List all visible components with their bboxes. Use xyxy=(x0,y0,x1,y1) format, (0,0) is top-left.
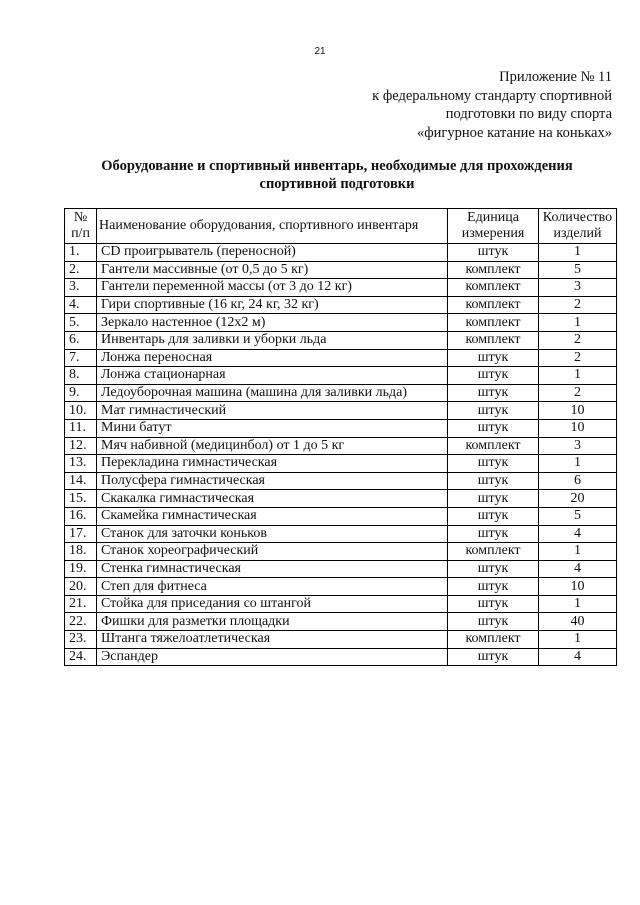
table-row xyxy=(65,349,617,367)
table-row xyxy=(65,296,617,314)
row-unit: штук xyxy=(448,367,539,385)
row-unit: штук xyxy=(448,244,539,262)
row-item-name: Стойка для приседания со штангой xyxy=(97,595,448,613)
row-unit: штук xyxy=(448,648,539,666)
table-row xyxy=(65,595,617,613)
row-item-name: CD проигрыватель (переносной) xyxy=(97,244,448,262)
row-quantity: 4 xyxy=(539,525,617,543)
row-unit: комплект xyxy=(448,261,539,279)
row-number: 7. xyxy=(65,349,97,367)
row-unit: штук xyxy=(448,613,539,631)
row-unit: штук xyxy=(448,472,539,490)
row-unit: штук xyxy=(448,349,539,367)
document-title xyxy=(40,157,634,193)
appendix-reference-line: подготовки по виду спорта xyxy=(445,106,612,122)
table-row xyxy=(65,490,617,508)
row-number: 16. xyxy=(65,507,97,525)
table-row xyxy=(65,507,617,525)
row-unit: штук xyxy=(448,578,539,596)
row-quantity: 5 xyxy=(539,261,617,279)
row-number: 14. xyxy=(65,472,97,490)
table-row xyxy=(65,525,617,543)
header-quantity xyxy=(539,209,617,244)
row-item-name: Скакалка гимнастическая xyxy=(97,490,448,508)
row-quantity: 1 xyxy=(539,543,617,561)
document-title-line: Оборудование и спортивный инвентарь, необходимые для прохождения xyxy=(101,158,573,174)
row-quantity: 1 xyxy=(539,595,617,613)
document-title-line: спортивной подготовки xyxy=(259,176,415,192)
table-row xyxy=(65,631,617,649)
row-quantity: 3 xyxy=(539,437,617,455)
row-quantity: 10 xyxy=(539,578,617,596)
header-unit-line: измерения xyxy=(461,226,525,241)
row-unit: штук xyxy=(448,402,539,420)
table-row xyxy=(65,384,617,402)
row-quantity: 2 xyxy=(539,331,617,349)
row-item-name: Зеркало настенное (12х2 м) xyxy=(97,314,448,332)
row-item-name: Перекладина гимнастическая xyxy=(97,455,448,473)
table-row xyxy=(65,367,617,385)
row-number: 10. xyxy=(65,402,97,420)
row-quantity: 10 xyxy=(539,402,617,420)
row-unit: штук xyxy=(448,560,539,578)
header-name: Наименование оборудования, спортивного инвентаря xyxy=(97,209,448,244)
row-number: 9. xyxy=(65,384,97,402)
table-row xyxy=(65,314,617,332)
row-quantity: 2 xyxy=(539,296,617,314)
row-item-name: Лонжа стационарная xyxy=(97,367,448,385)
table-row xyxy=(65,472,617,490)
row-unit: комплект xyxy=(448,314,539,332)
table-row xyxy=(65,419,617,437)
row-quantity: 2 xyxy=(539,349,617,367)
row-number: 24. xyxy=(65,648,97,666)
row-number: 4. xyxy=(65,296,97,314)
row-number: 1. xyxy=(65,244,97,262)
row-quantity: 2 xyxy=(539,384,617,402)
row-item-name: Станок для заточки коньков xyxy=(97,525,448,543)
header-quantity-line: изделий xyxy=(553,226,602,241)
row-number: 6. xyxy=(65,331,97,349)
row-quantity: 1 xyxy=(539,244,617,262)
table-row xyxy=(65,402,617,420)
row-item-name: Скамейка гимнастическая xyxy=(97,507,448,525)
row-number: 19. xyxy=(65,560,97,578)
table-row xyxy=(65,437,617,455)
header-number-line: п/п xyxy=(71,226,90,241)
row-unit: штук xyxy=(448,507,539,525)
row-number: 2. xyxy=(65,261,97,279)
row-number: 22. xyxy=(65,613,97,631)
row-unit: комплект xyxy=(448,279,539,297)
row-unit: штук xyxy=(448,455,539,473)
row-number: 20. xyxy=(65,578,97,596)
row-unit: комплект xyxy=(448,331,539,349)
row-item-name: Гири спортивные (16 кг, 24 кг, 32 кг) xyxy=(97,296,448,314)
row-quantity: 1 xyxy=(539,314,617,332)
row-item-name: Полусфера гимнастическая xyxy=(97,472,448,490)
page-number: 21 xyxy=(314,46,326,57)
row-item-name: Мяч набивной (медицинбол) от 1 до 5 кг xyxy=(97,437,448,455)
row-quantity: 1 xyxy=(539,631,617,649)
table-row xyxy=(65,455,617,473)
header-number xyxy=(65,209,97,244)
row-unit: комплект xyxy=(448,543,539,561)
appendix-reference-line: «фигурное катание на коньках» xyxy=(416,124,612,141)
row-item-name: Стенка гимнастическая xyxy=(97,560,448,578)
header-unit xyxy=(448,209,539,244)
row-item-name: Гантели переменной массы (от 3 до 12 кг) xyxy=(97,279,448,297)
table-row xyxy=(65,560,617,578)
row-unit: штук xyxy=(448,490,539,508)
equipment-table xyxy=(64,208,617,666)
row-number: 18. xyxy=(65,543,97,561)
row-quantity: 20 xyxy=(539,490,617,508)
row-quantity: 1 xyxy=(539,455,617,473)
row-quantity: 3 xyxy=(539,279,617,297)
appendix-reference-line: к федеральному стандарту спортивной xyxy=(372,87,612,104)
row-quantity: 10 xyxy=(539,419,617,437)
row-item-name: Мини батут xyxy=(97,419,448,437)
table-row xyxy=(65,613,617,631)
row-item-name: Мат гимнастический xyxy=(97,402,448,420)
row-number: 23. xyxy=(65,631,97,649)
row-unit: комплект xyxy=(448,296,539,314)
row-number: 8. xyxy=(65,367,97,385)
table-row xyxy=(65,331,617,349)
table-row xyxy=(65,543,617,561)
row-item-name: Фишки для разметки площадки xyxy=(97,613,448,631)
row-unit: штук xyxy=(448,595,539,613)
row-number: 21. xyxy=(65,595,97,613)
table-row xyxy=(65,578,617,596)
table-row xyxy=(65,244,617,262)
row-quantity: 40 xyxy=(539,613,617,631)
row-number: 5. xyxy=(65,314,97,332)
row-unit: штук xyxy=(448,525,539,543)
row-number: 12. xyxy=(65,437,97,455)
row-quantity: 4 xyxy=(539,560,617,578)
row-item-name: Гантели массивные (от 0,5 до 5 кг) xyxy=(97,261,448,279)
row-number: 15. xyxy=(65,490,97,508)
row-unit: комплект xyxy=(448,631,539,649)
row-item-name: Лонжа переносная xyxy=(97,349,448,367)
row-item-name: Инвентарь для заливки и уборки льда xyxy=(97,331,448,349)
appendix-header xyxy=(372,68,612,142)
row-number: 11. xyxy=(65,419,97,437)
row-number: 3. xyxy=(65,279,97,297)
row-number: 13. xyxy=(65,455,97,473)
row-quantity: 4 xyxy=(539,648,617,666)
row-quantity: 5 xyxy=(539,507,617,525)
table-header-row xyxy=(65,209,617,244)
table-body xyxy=(65,244,617,666)
row-item-name: Ледоуборочная машина (машина для заливки льда) xyxy=(97,384,448,402)
row-item-name: Станок хореографический xyxy=(97,543,448,561)
row-unit: штук xyxy=(448,384,539,402)
table-row xyxy=(65,648,617,666)
appendix-number: Приложение № 11 xyxy=(499,69,612,85)
row-item-name: Эспандер xyxy=(97,648,448,666)
header-quantity-line: Количество xyxy=(542,210,613,225)
row-item-name: Штанга тяжелоатлетическая xyxy=(97,631,448,649)
row-quantity: 1 xyxy=(539,367,617,385)
row-unit: комплект xyxy=(448,437,539,455)
table-row xyxy=(65,279,617,297)
header-unit-line: Единица xyxy=(467,210,519,225)
header-number-line: № xyxy=(73,210,88,225)
row-quantity: 6 xyxy=(539,472,617,490)
row-number: 17. xyxy=(65,525,97,543)
table-row xyxy=(65,261,617,279)
row-unit: штук xyxy=(448,419,539,437)
row-item-name: Степ для фитнеса xyxy=(97,578,448,596)
